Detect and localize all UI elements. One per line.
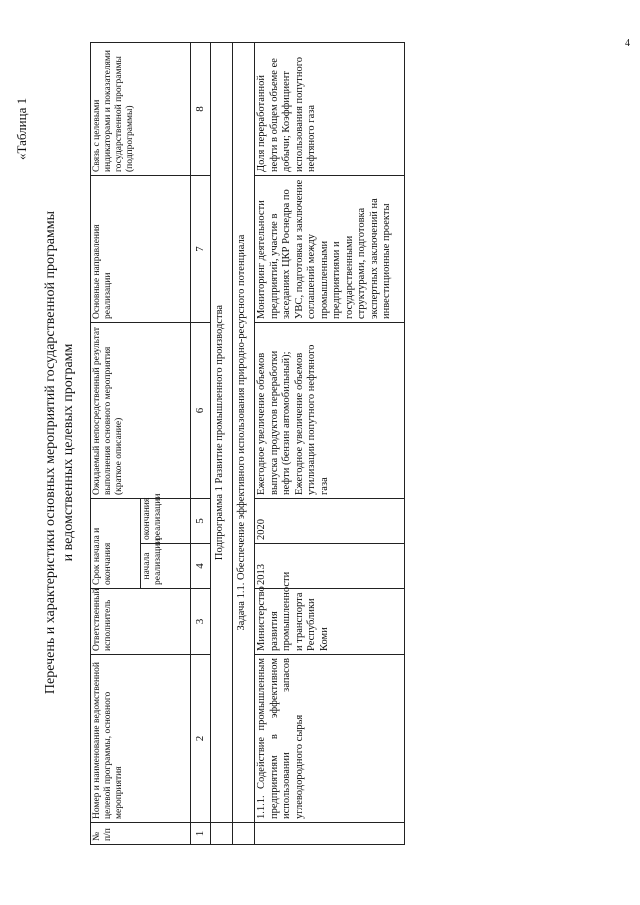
row-link: Доля переработанной нефти в общем объеме ее добычи; Коэффициент использования попутного нефтяного газа (255, 43, 405, 176)
column-number-7: 7 (191, 176, 211, 323)
header-start: начала реализации (141, 544, 191, 589)
subprogram-title: Подпрограмма 1 Развитие промышленного производства (211, 43, 233, 823)
task-title: Задача 1.1. Обеспечение эффективного использования природно-ресурсного потенциала (233, 43, 255, 823)
column-number-4: 4 (191, 544, 211, 589)
header-term: Срок начала и окончания (91, 499, 141, 589)
column-number-2: 2 (191, 655, 211, 823)
column-number-1: 1 (191, 823, 211, 845)
row-result: Ежегодное увеличение объемов выпуска продуктов переработки нефти (бензин автомобильный); Ежегодное увеличение объемов утилизации попутного нефтяного газа (255, 323, 405, 499)
main-table (90, 42, 405, 845)
row-name: 1.1.1. Содействие промышленным предприятиям в эффективном использовании запасов углеводородного сырья (255, 655, 405, 823)
table-label: «Таблица 1 (14, 97, 29, 160)
header-directions: Основные направления реализации (91, 176, 191, 323)
header-num: № п/п (91, 823, 191, 845)
row-executor: Министерство развития промышленности и транспорта Республики Коми (255, 589, 405, 655)
column-number-6: 6 (191, 323, 211, 499)
page-title-line1: Перечень и характеристики основных мероприятий государственной программы (43, 210, 58, 695)
row-directions: Мониторинг деятельности предприятий, участие в заседаниях ЦКР Роснедра по УВС, подготовка и заключение соглашений между промышленными предприятиями и государственными структурами, подготовка экспертных заключений на инвестиционные проекты (255, 176, 405, 323)
row-end: 2020 (255, 499, 405, 544)
main-table-wrap (90, 43, 630, 845)
header-link: Связь с целевыми индикаторами и показателями государственной программы (подпрограммы) (91, 43, 191, 176)
header-executor: Ответственный исполнитель (91, 589, 191, 655)
column-number-8: 8 (191, 43, 211, 176)
column-number-3: 3 (191, 589, 211, 655)
row-start: 2013 (255, 544, 405, 589)
page-number: 4 (625, 38, 630, 49)
page-title-line2: и ведомственных целевых программ (61, 343, 76, 562)
header-name: Номер и наименование ведомственной целевой программы, основного мероприятия (91, 655, 191, 823)
header-end: окончания реализации (141, 499, 191, 544)
row-num (255, 823, 405, 845)
table-row (255, 43, 405, 845)
header-result: Ожидаемый непосредственный результат выполнения основного мероприятия (краткое описание) (91, 323, 191, 499)
column-number-5: 5 (191, 499, 211, 544)
